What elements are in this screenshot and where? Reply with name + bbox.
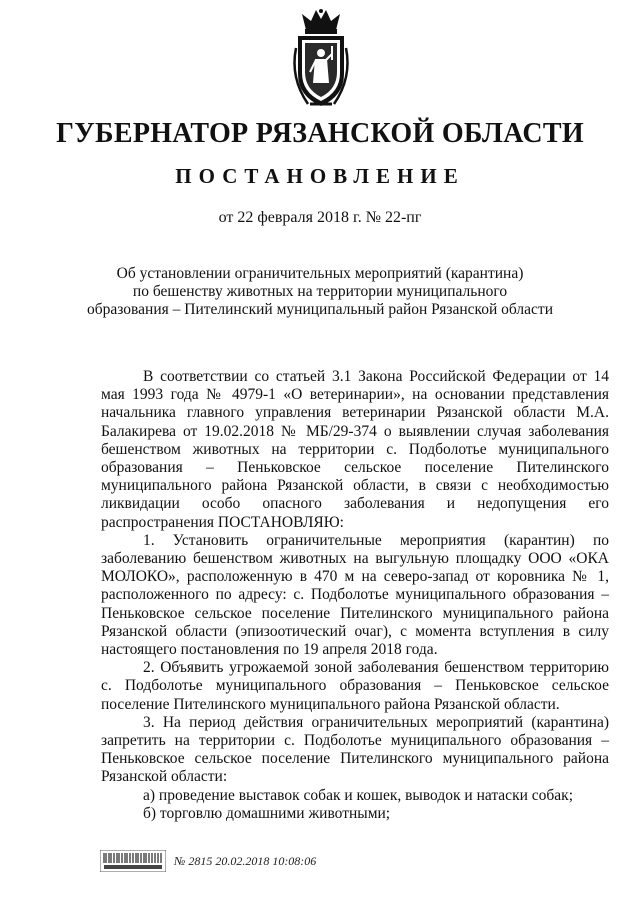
document-subject (0, 265, 640, 319)
preamble-paragraph: В соответствии со статьей 3.1 Закона Российской Федерации от 14 мая 1993 года № 4979-1 «О ветеринарии», на основании представления начальника главного управления ветеринарии Рязанской области М.А. Балакирева от 19.02.2018 № МБ/29-374 о выявлении случая заболевания бешенством животных на территории с. Подболотье муниципального образования – Пеньковское сельское поселение Пителинского муниципального района Рязанской области, в связи с необходимостью ликвидации особо опасного заболевания и недопущения его распространения ПОСТАНОВЛЯЮ: (101, 368, 609, 531)
date-and-number: от 22 февраля 2018 г. № 22-пг (218, 209, 422, 226)
barcode-icon (100, 850, 166, 872)
document-footer (100, 850, 316, 872)
subject-line: образования – Пителинский муниципальный район Рязанской области (87, 301, 553, 318)
clause-3-item-b: б) торговлю домашними животными; (143, 804, 391, 822)
document-type: ПОСТАНОВЛЕНИЕ (175, 164, 465, 188)
subject-line: по бешенству животных на территории муниципального (132, 283, 508, 300)
subject-line: Об установлении ограничительных мероприятий (карантина) (116, 265, 524, 282)
clause-2: 2. Объявить угрожаемой зоной заболевания бешенством территорию с. Подболотье муниципального образования – Пеньковское сельское поселение Пителинского муниципального района Рязанской области. (101, 659, 609, 713)
clause-3-item-a: а) проведение выставок собак и кошек, выводок и натаски собак; (143, 786, 573, 804)
clause-1: 1. Установить ограничительные мероприятия (карантин) по заболеванию бешенством животных на выгульную площадку ООО «ОКА МОЛОКО», расположенную в 470 м на северо-запад от коровника № 1, расположенного по адресу: с. Подболотье муниципального образования – Пеньковское сельское поселение Пителинского муниципального района Рязанской области (эпизоотический очаг), с момента вступления в силу настоящего постановления по 19 апреля 2018 года. (101, 531, 609, 659)
document-body (101, 368, 609, 823)
clause-3: 3. На период действия ограничительных мероприятий (карантина) запретить на территории с. Подболотье муниципального образования – Пеньковское сельское поселение Пителинского муниципального района Рязанской области: (101, 713, 609, 786)
ryazan-coat-of-arms-icon (288, 8, 354, 112)
registration-stamp: № 2815 20.02.2018 10:08:06 (174, 853, 317, 868)
authority-title: ГУБЕРНАТОР РЯЗАНСКОЙ ОБЛАСТИ (56, 118, 584, 149)
